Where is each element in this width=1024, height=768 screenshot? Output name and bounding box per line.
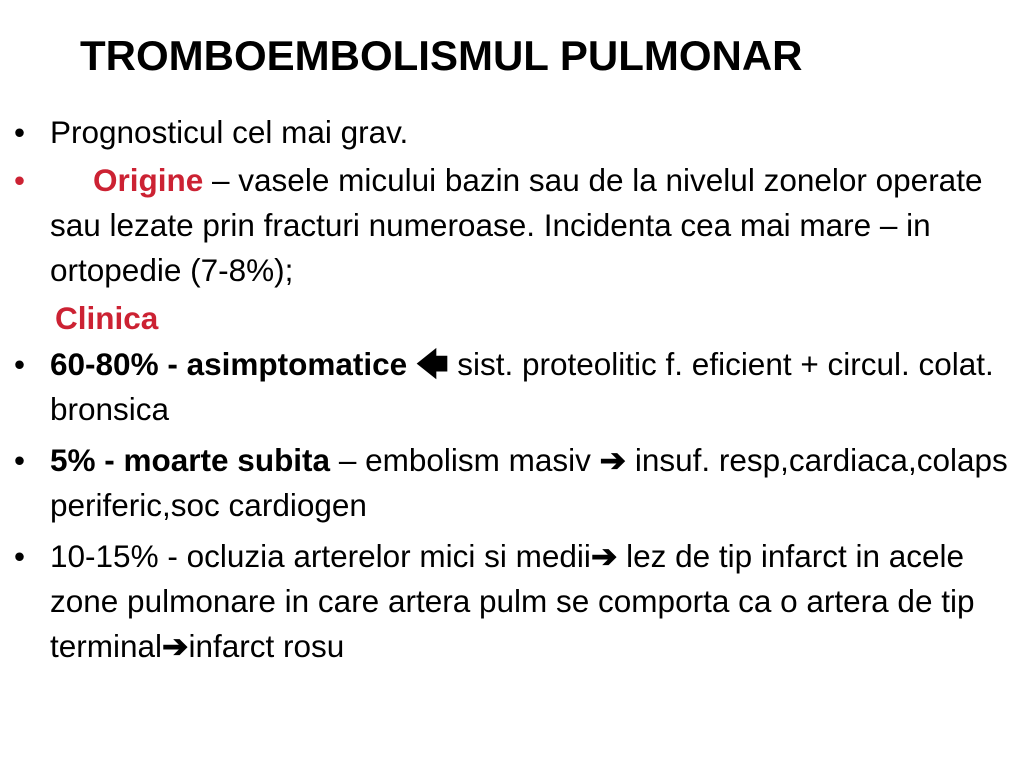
asimptomatice-text: sist. proteolitic f. eficient + circul. colat. bronsica (50, 346, 994, 427)
bullet-marker: • (14, 538, 26, 574)
arrow-left-icon: 🡄 (415, 346, 449, 382)
ocluzia-text-b: lez de tip infarct in acele zone pulmonare in care artera pulm se comporta ca o artera de tip terminal (50, 538, 975, 664)
bullet-marker: • (14, 442, 26, 478)
origine-indent (50, 162, 93, 198)
bullet-marker: • (14, 346, 26, 382)
moarte-bold: 5% - moarte subita (50, 442, 331, 478)
bullet-prognostic (0, 110, 1024, 155)
bullet-marker-red: • (14, 162, 26, 198)
moarte-text-b: insuf. resp,cardiaca,colaps periferic,soc cardiogen (50, 442, 1008, 523)
ocluzia-text-a: 10-15% - ocluzia arterelor mici si medii (50, 538, 591, 574)
moarte-text-a: – embolism masiv (330, 442, 600, 478)
arrow-right-icon: ➔ (162, 628, 189, 664)
origine-label: Origine (93, 162, 204, 198)
clinica-heading (0, 296, 1024, 341)
arrow-right-icon: ➔ (590, 538, 618, 574)
prognostic-text: Prognosticul cel mai grav. (50, 114, 409, 150)
slide-title: TROMBOEMBOLISMUL PULMONAR (80, 32, 803, 79)
bullet-ocluzia (0, 534, 1024, 669)
bullet-marker: • (14, 114, 26, 150)
bullet-origine (0, 158, 1024, 293)
origine-text: – vasele micului bazin sau de la nivelul zonelor operate sau lezate prin fracturi numeroase. Incidenta cea mai mare – in ortopedie (7-8%); (50, 162, 983, 288)
slide-content (0, 110, 1024, 669)
clinica-label: Clinica (55, 300, 159, 336)
bullet-asimptomatice (0, 342, 1024, 432)
ocluzia-text-c: infarct rosu (188, 628, 345, 664)
asimptomatice-bold: 60-80% - asimptomatice (50, 346, 408, 382)
bullet-moarte-subita (0, 438, 1024, 528)
arrow-right-icon: ➔ (599, 442, 627, 478)
